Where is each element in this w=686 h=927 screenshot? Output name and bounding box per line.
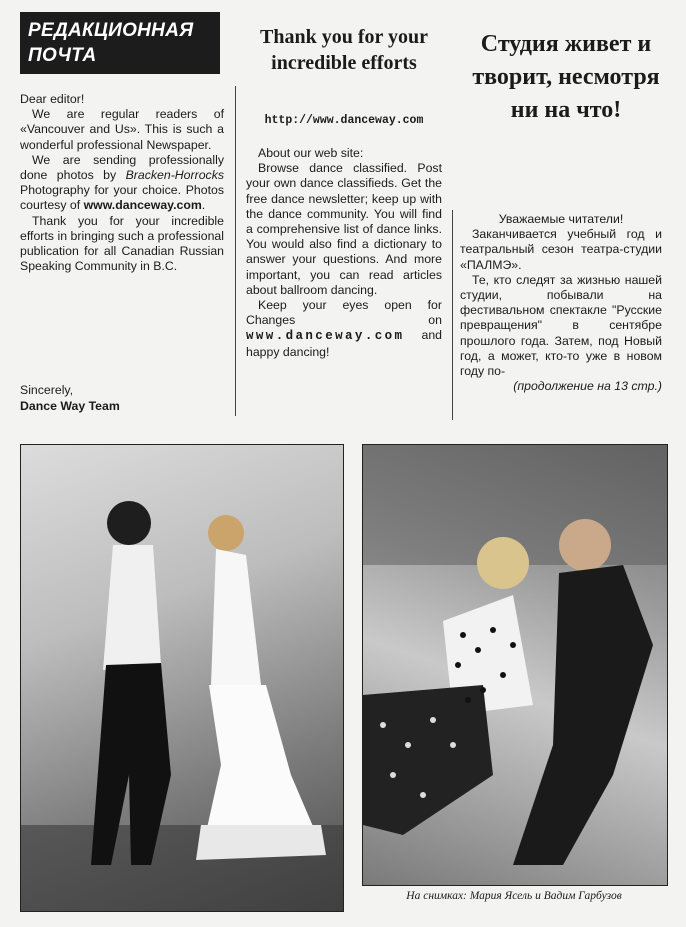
letter-closing: Sincerely, — [20, 383, 74, 397]
dance-photo-2 — [362, 444, 668, 886]
ru-paragraph-1: Заканчивается учебный год и театральный сезон театра-студии «ПАЛМЭ». — [460, 227, 662, 272]
about-title: About our web site: — [258, 146, 364, 160]
rubric-banner — [20, 12, 220, 74]
about-keep — [246, 298, 442, 360]
english-letter — [20, 92, 224, 274]
letter-p2-end: . — [201, 198, 206, 213]
dance-photo-1 — [20, 444, 344, 912]
letter-greeting: Dear editor! — [20, 92, 85, 106]
ru-paragraph-2: Те, кто следят за жизнью нашей студии, побывали на фестивальном спектакле "Русские превращения" в сентябре прошлого года. Затем, под Новый год, а может, кто-то уже в новом году по- — [460, 272, 662, 379]
letter-paragraph-2 — [20, 153, 224, 214]
middle-headline: Thank you for your incredible efforts — [259, 26, 428, 74]
about-body: Browse dance classified. Post your own dance classifieds. Get the free dance newsletter; keep up with the dance community. You will find a comprehensive list of dance links. You would also find a dictionary to answer your questions. And more important, you can read articles about ballroom dancing. — [246, 161, 442, 297]
letter-url: www.danceway.com — [83, 198, 202, 213]
letter-team: Dance Way Team — [20, 399, 120, 413]
letter-paragraph-3: Thank you for your incredible efforts in bringing such a professional publication for all Canadian Russian Speaking Community in B.C. — [20, 213, 224, 274]
dancers-latin-illustration — [363, 445, 667, 885]
photographer-name: Bracken-Horrocks — [125, 168, 224, 183]
column-divider-2 — [452, 210, 453, 420]
russian-article — [460, 212, 662, 394]
letter-signature — [20, 382, 224, 414]
photo-caption: На снимках: Мария Ясель и Вадим Гарбузов — [406, 890, 622, 902]
rubric-line1: РЕДАКЦИОННАЯ — [28, 20, 194, 41]
ru-greeting: Уважаемые читатели! — [498, 212, 624, 226]
keep-text: Keep your eyes open for Changes on — [246, 298, 442, 328]
letter-p2-text-2: Photography for your choice. Photos courtesy of — [20, 183, 224, 213]
keep-end: and happy dancing! — [246, 328, 442, 359]
about-website — [246, 146, 442, 360]
column-divider-1 — [235, 86, 236, 416]
keep-url: www.danceway.com — [246, 329, 405, 344]
letter-p2-text: We are sending professionally done photos by — [20, 152, 224, 183]
right-headline: Студия живет и творит, несмотря ни на что! — [472, 31, 660, 123]
dancers-ballroom-illustration — [21, 445, 343, 911]
ru-continued: (продолжение на 13 стр.) — [513, 379, 662, 394]
middle-url: http://www.danceway.com — [264, 114, 424, 127]
letter-paragraph-1: We are regular readers of «Vancouver and Us». This is such a wonderful professional Newspaper. — [20, 107, 224, 152]
rubric-line2: ПОЧТА — [28, 45, 97, 66]
